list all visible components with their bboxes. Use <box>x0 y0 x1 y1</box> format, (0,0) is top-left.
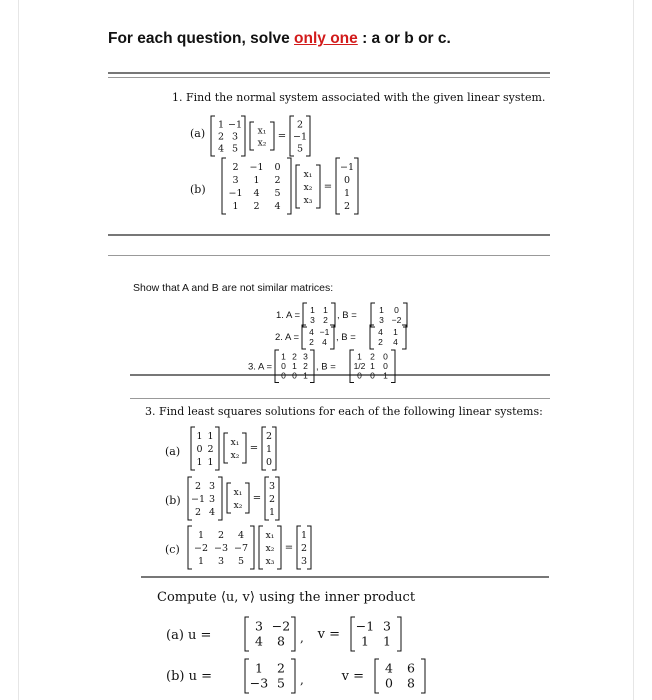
q3a-coeff-matrix-entry: 1 <box>196 457 203 469</box>
q2-item-2-b-label: , B = <box>336 332 356 343</box>
q2-item-3-b-label: , B = <box>316 361 336 373</box>
q3c-coeff-matrix-entry: 2 <box>217 530 225 542</box>
q2-item-3-B-entry: 1 <box>357 351 362 362</box>
q2-item-3-A-entry: 2 <box>303 360 308 371</box>
q2-item-3-A-entry: 3 <box>303 351 308 362</box>
q2-item-2-A-entry: 4 <box>309 326 314 337</box>
q3c-coeff-matrix-entry: 4 <box>237 530 245 542</box>
q3b-rhs-vector-right-bracket <box>275 477 279 520</box>
q1-title: 1. Find the normal system associated with the given linear system. <box>172 91 546 104</box>
q2-item-2-A-right-bracket <box>330 325 334 349</box>
q4b-u-matrix-entry: 5 <box>277 675 285 691</box>
q2-item-3-A-entry: 2 <box>292 351 297 362</box>
q4b-v-matrix-entry: 0 <box>385 675 393 691</box>
q3c-vars-vector-entry: x₃ <box>265 557 275 568</box>
q3b-coeff-matrix-entry: 4 <box>208 507 216 519</box>
q4a-v-matrix-right-bracket <box>397 617 401 651</box>
q1b-vars-vector-entry: x₂ <box>303 183 313 194</box>
q3a-coeff-matrix-right-bracket <box>215 427 219 470</box>
q3c-equals-sign: = <box>284 542 294 554</box>
q2-item-3-A-entry: 1 <box>292 360 297 371</box>
q1a-coeff-matrix-entry: 1 <box>217 119 225 131</box>
q3b-rhs-vector-entry: 2 <box>268 494 276 506</box>
q2-item-1-b-label: , B = <box>337 310 357 321</box>
q4a-v-label: v = <box>317 627 340 642</box>
header-suffix: : a or b or c. <box>357 30 451 47</box>
q1a-rhs-vector-entry: 2 <box>296 119 304 131</box>
q2-item-1-B-entry: 1 <box>379 304 384 315</box>
q1b-rhs-vector-entry: −1 <box>339 162 355 174</box>
q3b-vars-vector-left-bracket <box>227 483 231 513</box>
q2-item-3-A-entry: 1 <box>281 351 286 362</box>
q4a-u-matrix-entry: 3 <box>255 618 263 634</box>
q2-item-3-A-left-bracket <box>275 350 279 383</box>
q3b-coeff-matrix-right-bracket <box>218 477 222 520</box>
q2-item-2-B-right-bracket <box>402 325 406 349</box>
q3a-coeff-matrix-left-bracket <box>191 427 195 470</box>
q3c-vars-vector-entry: x₂ <box>265 544 275 555</box>
q3a-rhs-vector-entry: 2 <box>265 431 273 443</box>
q2-item-1-B-entry: −2 <box>391 314 402 325</box>
q4b-u-matrix-right-bracket <box>291 659 295 693</box>
q3a-rhs-vector-entry: 1 <box>265 444 273 456</box>
q3a-coeff-matrix-entry: 1 <box>196 431 203 443</box>
q3b-vars-vector-entry: x₁ <box>233 488 243 499</box>
q3c-rhs-vector-entry: 3 <box>300 556 308 568</box>
q1a-vars-vector-left-bracket <box>250 122 254 150</box>
q1a-rhs-vector-entry: −1 <box>292 131 308 143</box>
q1a-equals-sign: = <box>277 131 287 142</box>
q2-item-1-B-entry: 3 <box>379 314 384 325</box>
q4b-v-matrix-left-bracket <box>375 659 379 693</box>
q1a-coeff-matrix-entry: 5 <box>231 143 239 155</box>
q2-item-3-B-entry: 0 <box>383 360 388 371</box>
q2-item-2-B-left-bracket <box>370 325 374 349</box>
q1a-coeff-matrix-left-bracket <box>211 116 215 156</box>
q2-item-3-B-entry: 0 <box>370 370 375 381</box>
q3c-coeff-matrix-left-bracket <box>188 526 192 569</box>
q4b-v-matrix-right-bracket <box>421 659 425 693</box>
q1b-vars-vector-entry: x₃ <box>303 196 313 207</box>
q2-item-1-A-entry: 1 <box>323 304 328 315</box>
q3c-rhs-vector-entry: 2 <box>300 543 308 555</box>
q4b-comma: , <box>300 673 304 687</box>
q2-item-2-label: 2. A = <box>274 332 299 343</box>
q3b-coeff-matrix-entry: −1 <box>190 494 206 506</box>
q2-item-1-A-entry: 2 <box>323 314 328 325</box>
q4a-v-matrix-entry: 3 <box>383 618 391 634</box>
q4a-u-matrix-entry: 4 <box>255 633 263 649</box>
q2-title: Show that A and B are not similar matrices: <box>133 282 334 294</box>
q4b-v-matrix-entry: 8 <box>407 675 415 691</box>
q1a-rhs-vector-entry: 5 <box>296 143 304 155</box>
q3c-coeff-matrix-entry: 3 <box>217 556 225 568</box>
q4b-v-matrix-entry: 6 <box>407 660 415 676</box>
q3a-coeff-matrix-entry: 1 <box>207 457 214 469</box>
q3-b-label: (b) <box>165 494 181 507</box>
q3c-coeff-matrix-entry: −2 <box>193 543 209 555</box>
q3b-coeff-matrix-entry: 3 <box>208 494 216 506</box>
q4a-u-matrix-entry: −2 <box>271 618 291 634</box>
q1a-vars-vector-entry: x₂ <box>257 138 267 149</box>
q1b-coeff-matrix-entry: 2 <box>274 175 281 187</box>
q2-item-3-B-entry: 1/2 <box>353 360 366 371</box>
q1-a-label: (a) <box>190 127 206 140</box>
q1b-coeff-matrix-entry: 3 <box>232 175 239 187</box>
q3a-equals-sign: = <box>249 443 259 454</box>
q2-item-1-A-left-bracket <box>303 303 307 327</box>
q3c-rhs-vector-right-bracket <box>307 526 311 569</box>
q4a-u-matrix-entry: 8 <box>277 633 285 649</box>
q4b-u-matrix-entry: 1 <box>255 660 263 676</box>
q2-item-2-A-entry: −1 <box>319 326 330 337</box>
q3a-coeff-matrix-entry: 2 <box>207 444 214 456</box>
q3b-rhs-vector-entry: 3 <box>268 481 276 493</box>
header-highlight: only one <box>294 30 358 47</box>
q1a-coeff-matrix-entry: 2 <box>217 131 225 143</box>
q3-c-label: (c) <box>165 543 180 556</box>
q2-item-2-A-left-bracket <box>302 325 306 349</box>
q1b-vars-vector-entry: x₁ <box>303 170 313 181</box>
q3c-coeff-matrix-entry: 1 <box>197 556 205 568</box>
q2-item-1-B-left-bracket <box>371 303 375 327</box>
q3b-vars-vector-right-bracket <box>245 483 249 513</box>
q1a-vars-vector-entry: x₁ <box>257 126 267 137</box>
q3a-rhs-vector-right-bracket <box>272 427 276 470</box>
q3b-coeff-matrix-entry: 2 <box>194 507 202 519</box>
q2-item-3-B-entry: 0 <box>383 351 388 362</box>
q1b-coeff-matrix-entry: 1 <box>253 175 260 187</box>
q1b-coeff-matrix-entry: 4 <box>253 188 260 200</box>
q3a-vars-vector-entry: x₁ <box>230 438 240 449</box>
q4b-u-matrix-left-bracket <box>245 659 249 693</box>
q2-item-3-label: 3. A = <box>247 361 272 373</box>
q4a-u-matrix-right-bracket <box>291 617 295 651</box>
q3c-rhs-vector-entry: 1 <box>300 530 308 542</box>
q3c-vars-vector-entry: x₁ <box>265 531 275 542</box>
q2-item-1-A-right-bracket <box>331 303 335 327</box>
q2-item-2-A-entry: 4 <box>322 336 327 347</box>
q2-item-3-B-entry: 2 <box>370 351 375 362</box>
q4b-u-matrix-entry: −3 <box>249 675 269 691</box>
q3a-vars-vector-left-bracket <box>224 433 228 463</box>
q2-item-2-B-entry: 2 <box>378 336 383 347</box>
q4b-v-label: v = <box>341 669 364 684</box>
q3b-coeff-matrix-entry: 3 <box>208 481 216 493</box>
q2-item-3-A-entry: 0 <box>281 370 286 381</box>
q1b-rhs-vector-entry: 2 <box>343 201 351 213</box>
q3b-coeff-matrix-entry: 2 <box>194 481 202 493</box>
q4a-v-matrix-entry: 1 <box>383 633 391 649</box>
q2-item-3-B-entry: 1 <box>370 360 375 371</box>
q3c-vars-vector-right-bracket <box>277 526 281 569</box>
q3a-coeff-matrix-entry: 0 <box>196 444 203 456</box>
q3-a-label: (a) <box>165 445 181 458</box>
q1b-coeff-matrix-left-bracket <box>222 158 226 214</box>
q2-item-2-B-entry: 1 <box>393 326 398 337</box>
q1b-coeff-matrix-entry: 2 <box>253 201 260 213</box>
q4b-v-matrix-entry: 4 <box>385 660 393 676</box>
q2-item-1-A-entry: 3 <box>310 314 315 325</box>
q1b-coeff-matrix-entry: 5 <box>274 188 281 200</box>
q3a-vars-vector-entry: x₂ <box>230 451 240 462</box>
q1-b-label: (b) <box>190 183 206 196</box>
q4-title: Compute ⟨u, v⟩ using the inner product <box>157 590 416 605</box>
header-prefix: For each question, solve <box>108 30 295 47</box>
q3c-coeff-matrix-entry: −7 <box>233 543 249 555</box>
q2-item-1-A-entry: 1 <box>310 304 315 315</box>
q4a-comma: , <box>300 631 304 645</box>
q1a-coeff-matrix-entry: 3 <box>231 131 239 143</box>
q2-item-1-B-entry: 0 <box>394 304 399 315</box>
q1b-rhs-vector-entry: 0 <box>343 175 351 187</box>
q1b-rhs-vector-entry: 1 <box>343 188 351 200</box>
q1b-rhs-vector-right-bracket <box>354 158 358 214</box>
q1b-coeff-matrix-right-bracket <box>287 158 291 214</box>
q1a-vars-vector-right-bracket <box>270 122 274 150</box>
q1a-coeff-matrix-entry: −1 <box>227 119 243 131</box>
q1b-vars-vector-left-bracket <box>296 165 300 208</box>
q2-item-2-B-entry: 4 <box>393 336 398 347</box>
q3b-equals-sign: = <box>252 493 262 504</box>
q3c-coeff-matrix-entry: 1 <box>197 530 205 542</box>
q1b-coeff-matrix-entry: 0 <box>274 162 281 174</box>
q2-item-2-A-entry: 2 <box>309 336 314 347</box>
q3c-coeff-matrix-entry: −3 <box>213 543 229 555</box>
q2-item-3-A-entry: 1 <box>303 370 308 381</box>
q2-item-2-B-entry: 4 <box>378 326 383 337</box>
q4-b-label: (b) u = <box>166 669 212 684</box>
q3a-vars-vector-right-bracket <box>242 433 246 463</box>
q2-item-3-A-entry: 0 <box>281 360 286 371</box>
q4a-v-matrix-left-bracket <box>351 617 355 651</box>
q2-item-3-A-entry: 0 <box>292 370 297 381</box>
q3c-coeff-matrix-entry: 5 <box>237 556 245 568</box>
q3a-rhs-vector-entry: 0 <box>265 457 273 469</box>
q1b-vars-vector-right-bracket <box>316 165 320 208</box>
q2-item-1-label: 1. A = <box>275 310 300 321</box>
q2-item-1-B-right-bracket <box>403 303 407 327</box>
q1b-coeff-matrix-entry: 4 <box>274 201 281 213</box>
q4a-u-matrix-left-bracket <box>245 617 249 651</box>
q1b-coeff-matrix-entry: −1 <box>228 188 243 200</box>
q1a-coeff-matrix-entry: 4 <box>217 143 225 155</box>
q2-item-3-B-entry: 1 <box>383 370 388 381</box>
q4b-u-matrix-entry: 2 <box>277 660 285 676</box>
q2-item-3-A-right-bracket <box>310 350 314 383</box>
q3c-coeff-matrix-right-bracket <box>250 526 254 569</box>
q1b-coeff-matrix-entry: 1 <box>232 201 239 213</box>
q3b-rhs-vector-entry: 1 <box>268 507 276 519</box>
q4a-v-matrix-entry: 1 <box>361 633 369 649</box>
q1b-coeff-matrix-entry: −1 <box>249 162 264 174</box>
q3b-vars-vector-entry: x₂ <box>233 501 243 512</box>
q3-title: 3. Find least squares solutions for each of the following linear systems: <box>145 405 543 418</box>
q1b-coeff-matrix-entry: 2 <box>232 162 239 174</box>
q4a-v-matrix-entry: −1 <box>355 618 375 634</box>
q3a-coeff-matrix-entry: 1 <box>207 431 214 443</box>
q1b-equals-sign: = <box>323 181 333 193</box>
q4-a-label: (a) u = <box>166 628 212 643</box>
q2-item-3-B-right-bracket <box>391 350 395 383</box>
q2-item-3-B-entry: 0 <box>357 370 362 381</box>
q3c-vars-vector-left-bracket <box>259 526 263 569</box>
